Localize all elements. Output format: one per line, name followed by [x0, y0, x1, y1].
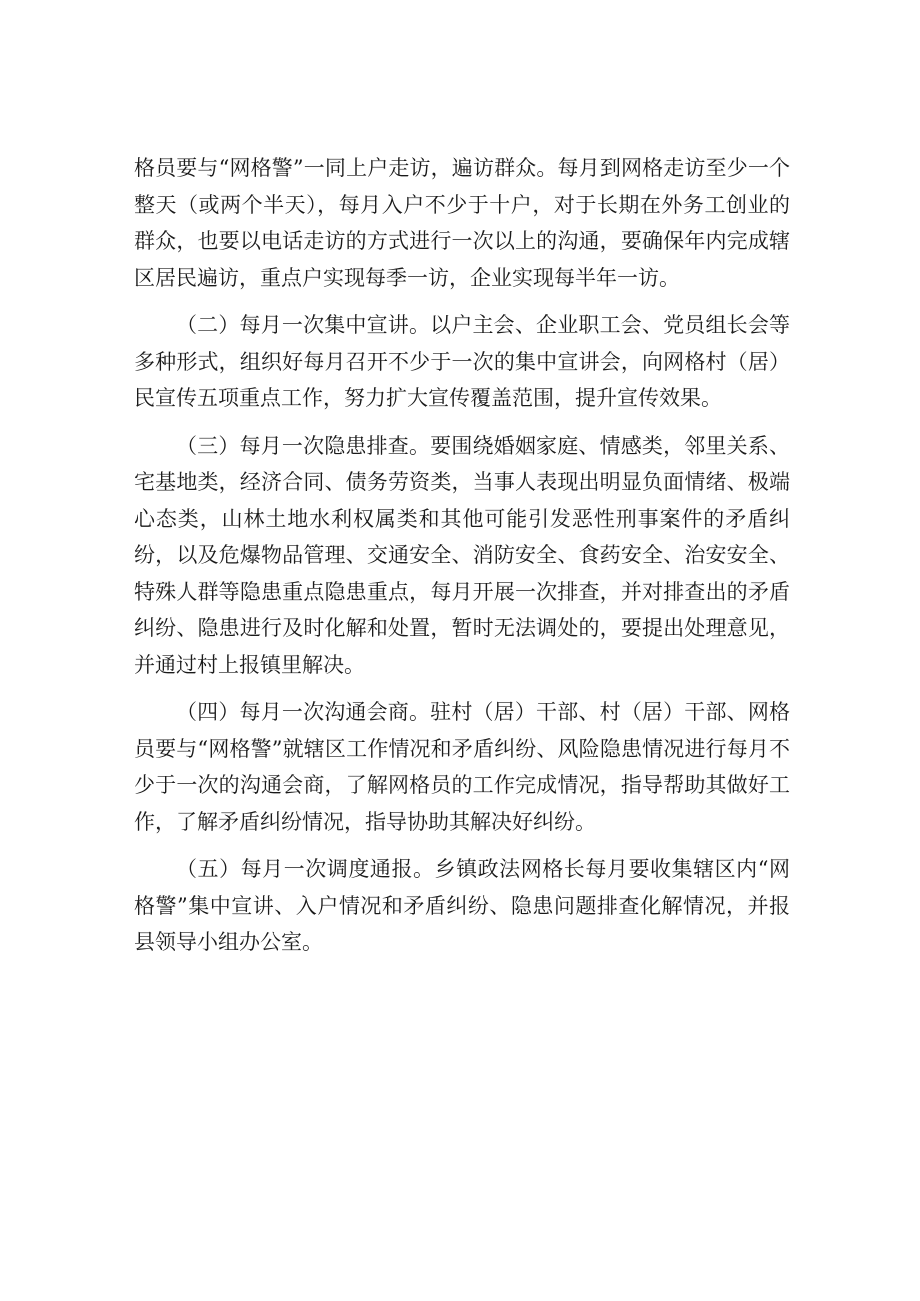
- paragraph-section-5: （五）每月一次调度通报。乡镇政法网格长每月要收集辖区内“网格警”集中宣讲、入户情况和矛盾纠纷、隐患问题排查化解情况，并报县领导小组办公室。: [134, 857, 790, 954]
- document-body: [134, 150, 790, 972]
- paragraph-continuation: 格员要与“网格警”一同上户走访，遍访群众。每月到网格走访至少一个整天（或两个半天），每月入户不少于十户，对于长期在外务工创业的群众，也要以电话走访的方式进行一次以上的沟通，要确保年内完成辖区居民遍访，重点户实现每季一访，企业实现每半年一访。: [134, 156, 790, 290]
- paragraph-section-3: （三）每月一次隐患排查。要围绕婚姻家庭、情感类，邻里关系、宅基地类，经济合同、债务劳资类，当事人表现出明显负面情绪、极端心态类，山林土地水利权属类和其他可能引发恶性刑事案件的矛盾纠纷，以及危爆物品管理、交通安全、消防安全、食药安全、治安安全、特殊人群等隐患重点隐患重点，每月开展一次排查，并对排查出的矛盾纠纷、隐患进行及时化解和处置，暂时无法调处的，要提出处理意见，并通过村上报镇里解决。: [134, 433, 790, 677]
- paragraph-section-2: （二）每月一次集中宣讲。以户主会、企业职工会、党员组长会等多种形式，组织好每月召开不少于一次的集中宣讲会，向网格村（居）民宣传五项重点工作，努力扩大宣传覆盖范围，提升宣传效果。: [134, 313, 790, 410]
- paragraph-section-4: （四）每月一次沟通会商。驻村（居）干部、村（居）干部、网格员要与“网格警”就辖区工作情况和矛盾纠纷、风险隐患情况进行每月不少于一次的沟通会商，了解网格员的工作完成情况，指导帮助其做好工作，了解矛盾纠纷情况，指导协助其解决好纠纷。: [134, 700, 790, 834]
